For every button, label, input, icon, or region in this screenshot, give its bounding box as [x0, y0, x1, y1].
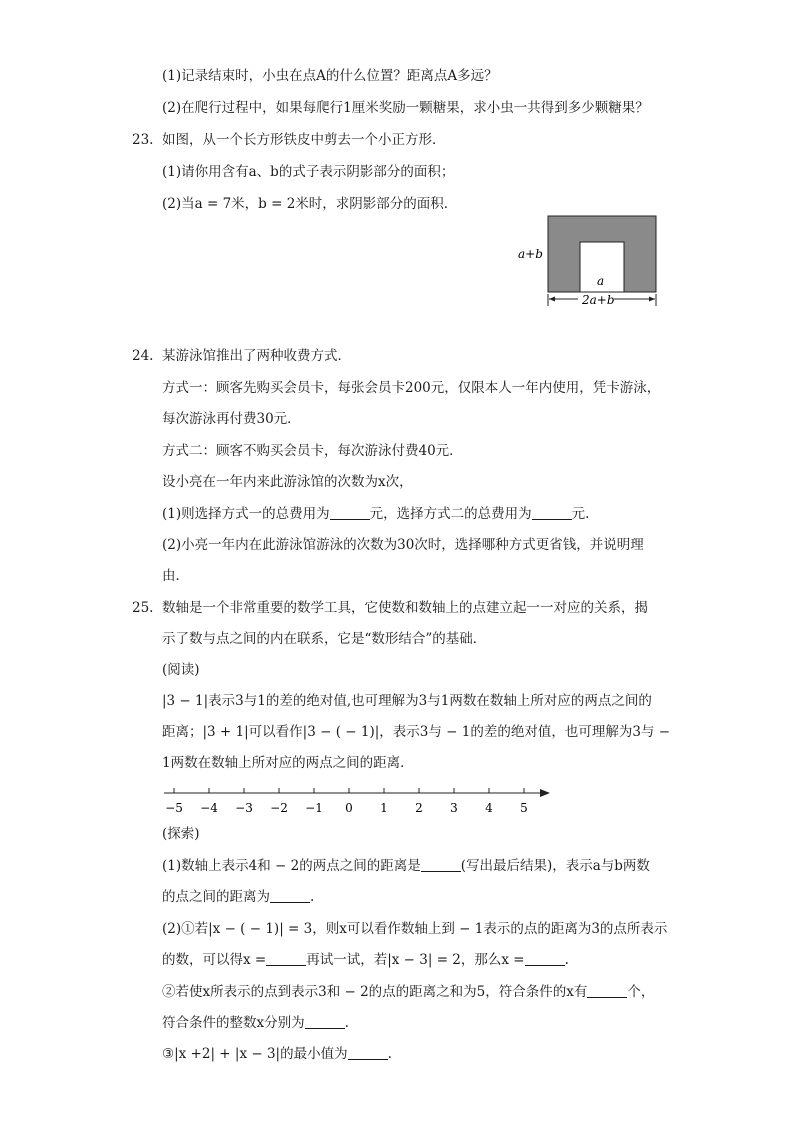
q25-e2-text-c: 再试一试，若|x − 3| = 2，那么x =	[306, 952, 525, 968]
q24-stem: 某游泳馆推出了两种收费方式．	[162, 348, 351, 364]
answer-blank[interactable]	[330, 505, 370, 520]
width-label: 2a+b	[582, 293, 615, 307]
q24-part1	[162, 505, 589, 523]
q23-stem: 如图，从一个长方形铁皮中剪去一个小正方形．	[162, 132, 446, 148]
answer-blank[interactable]	[421, 857, 461, 872]
q23-part2: (2)当a = 7米，b = 2米时，求阴影部分的面积．	[162, 196, 458, 212]
q23-number: 23.	[132, 132, 154, 148]
q25-explore-heading: (探索)	[162, 826, 200, 842]
height-label: a+b	[518, 247, 543, 261]
q25-e1-text-a: (1)数轴上表示4和 − 2的两点之间的距离是	[162, 858, 421, 874]
q24-part2-line1: (2)小亮一年内在此游泳馆游泳的次数为30次时，选择哪种方式更省钱，并说明理	[162, 537, 644, 553]
axis-tick-label: −4	[200, 801, 218, 815]
q24-part1-text-c: 元.	[571, 506, 590, 522]
q25-explore2-line1: (2)①若|x − ( − 1)| = 3，则x可以看作数轴上到 − 1表示的点的距离为3的点所表示	[162, 921, 668, 937]
q25-e3-text-a: ②若使x所表示的点到表示3和 − 2的点的距离之和为5，符合条件的x有	[162, 984, 588, 1000]
q22-part2: (2)在爬行过程中，如果每爬行1厘米奖励一颗糖果，求小虫一共得到多少颗糖果？	[162, 100, 649, 116]
axis-tick-label: −3	[235, 801, 253, 815]
q23-part1: (1)请你用含有a、b的式子表示阴影部分的面积；	[162, 164, 455, 180]
q25-e1-text-c: 的点之间的距离为	[162, 889, 270, 905]
q25-e2-text-b: 的数，可以得x =	[162, 952, 267, 968]
q25-explore1-line1	[162, 857, 650, 875]
dim-arrow-left	[549, 297, 555, 302]
number-line	[160, 782, 560, 818]
q25-read-line1: |3 − 1|表示3与1的差的绝对值,也可理解为3与1两数在数轴上所对应的两点之间的	[162, 693, 652, 709]
answer-blank[interactable]	[266, 951, 306, 966]
square-label: a	[597, 274, 605, 288]
q25-e2-text-d: .	[564, 952, 569, 968]
q24-method1-line1: 方式一：顾客先购买会员卡，每张会员卡200元，仅限本人一年内使用，凭卡游泳，	[162, 380, 661, 396]
q25-explore3-line2	[162, 1014, 349, 1032]
q25-e3-text-c: 符合条件的整数x分别为	[162, 1015, 305, 1031]
q25-e1-text-b: (写出最后结果)，表示a与b两数	[460, 858, 650, 874]
q22-part1: (1)记录结束时，小虫在点A的什么位置？距离点A多远？	[162, 68, 498, 84]
answer-blank[interactable]	[305, 1014, 345, 1029]
axis-tick-label: 5	[520, 801, 528, 815]
q25-explore1-line2	[162, 888, 314, 906]
q24-number: 24.	[132, 348, 154, 364]
q24-method2: 方式二：顾客不购买会员卡，每次游泳付费40元．	[162, 443, 463, 459]
q25-read-line2: 距离；|3 + 1|可以看作|3 − ( − 1)|，表示3与 − 1的差的绝对值，也可理解为3与 −	[162, 724, 671, 740]
q25-explore2-line2	[162, 951, 569, 969]
q24-method1-line2: 每次游泳再付费30元．	[162, 411, 301, 427]
axis-tick-label: −5	[165, 801, 183, 815]
axis-tick-label: 0	[345, 801, 353, 815]
q23-figure	[510, 210, 670, 310]
q25-e3-text-d: .	[344, 1015, 349, 1031]
q25-e1-text-d: .	[310, 889, 315, 905]
q25-read-heading: (阅读)	[162, 662, 200, 678]
answer-blank[interactable]	[348, 1045, 388, 1060]
q24-let: 设小亮在一年内来此游泳馆的次数为x次，	[162, 474, 413, 490]
axis-tick-label: 1	[380, 801, 388, 815]
answer-blank[interactable]	[532, 505, 572, 520]
q24-part1-text-a: (1)则选择方式一的总费用为	[162, 506, 330, 522]
q25-e4-text-a: ③|x +2| + |x − 3|的最小值为	[162, 1046, 348, 1062]
q25-intro-line1: 数轴是一个非常重要的数学工具，它使数和数轴上的点建立起一一对应的关系，揭	[162, 600, 648, 616]
q25-explore4	[162, 1045, 392, 1063]
q24-part1-text-b: 元，选择方式二的总费用为	[369, 506, 532, 522]
answer-blank[interactable]	[270, 888, 310, 903]
axis-tick-label: −1	[305, 801, 323, 815]
axis-tick-label: −2	[270, 801, 288, 815]
dim-arrow-right	[649, 297, 655, 302]
axis-tick-label: 3	[450, 801, 458, 815]
q25-e4-text-b: .	[387, 1046, 392, 1062]
axis-arrow	[540, 789, 550, 797]
q25-number: 25.	[132, 600, 154, 616]
axis-tick-label: 2	[415, 801, 423, 815]
q25-read-line3: 1两数在数轴上所对应的两点之间的距离．	[162, 755, 414, 771]
q25-e3-text-b: 个，	[627, 984, 655, 1000]
q24-part2-line2: 由．	[162, 568, 189, 584]
q25-explore3-line1	[162, 983, 654, 1001]
axis-tick-label: 4	[485, 801, 493, 815]
q25-intro-line2: 示了数与点之间的内在联系，它是“数形结合”的基础．	[162, 631, 487, 647]
answer-blank[interactable]	[587, 983, 627, 998]
answer-blank[interactable]	[525, 951, 565, 966]
